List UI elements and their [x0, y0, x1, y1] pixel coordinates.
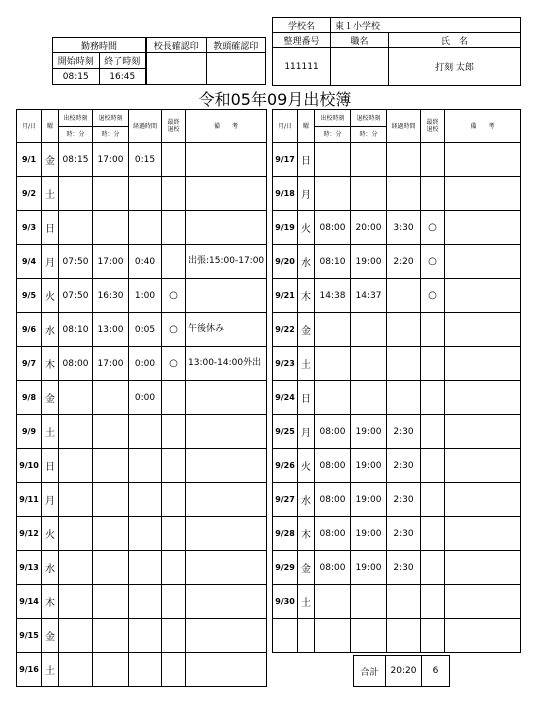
row-final-leave-mark	[162, 143, 186, 177]
row-date: 9/18	[273, 177, 298, 211]
row-weekday: 火	[298, 211, 315, 245]
col-weekday: 曜	[298, 110, 315, 143]
row-remarks	[186, 483, 267, 517]
row-elapsed: 0:15	[129, 143, 162, 177]
row-leave-time: 17:00	[93, 347, 129, 381]
row-date: 9/20	[273, 245, 298, 279]
row-leave-time	[93, 381, 129, 415]
row-arrive-time: 08:00	[315, 211, 351, 245]
row-date: 9/26	[273, 449, 298, 483]
row-leave-time	[351, 143, 387, 177]
row-weekday: 火	[298, 449, 315, 483]
row-elapsed	[129, 211, 162, 245]
row-date: 9/29	[273, 551, 298, 585]
row-final-leave-mark: ○	[162, 313, 186, 347]
row-remarks	[186, 143, 267, 177]
col-arrive-unit: 時：分	[315, 127, 351, 143]
row-elapsed	[387, 347, 421, 381]
row-arrive-time	[59, 483, 93, 517]
row-date: 9/28	[273, 517, 298, 551]
row-elapsed: 3:30	[387, 211, 421, 245]
row-arrive-time	[315, 313, 351, 347]
row-arrive-time	[59, 585, 93, 619]
row-date: 9/12	[17, 517, 42, 551]
row-arrive-time: 07:50	[59, 279, 93, 313]
row-weekday: 月	[298, 177, 315, 211]
id-label: 整理番号	[273, 33, 331, 48]
row-leave-time	[93, 585, 129, 619]
row-arrive-time: 14:38	[315, 279, 351, 313]
table-row	[273, 551, 521, 585]
principal-seal-box[interactable]	[147, 53, 207, 85]
col-date: 月/日	[273, 110, 298, 143]
school-info-table	[272, 17, 521, 86]
table-row	[17, 245, 267, 279]
name-label: 氏 名	[389, 33, 521, 48]
table-row	[17, 517, 267, 551]
row-remarks	[445, 381, 521, 415]
row-remarks	[445, 313, 521, 347]
col-leave-unit: 時：分	[93, 127, 129, 143]
row-final-leave-mark: ○	[162, 279, 186, 313]
totals-table	[353, 655, 450, 687]
row-date: 9/30	[273, 585, 298, 619]
row-remarks	[445, 415, 521, 449]
col-leave: 退校時刻	[351, 110, 387, 127]
row-leave-time: 19:00	[351, 245, 387, 279]
col-remarks: 備 考	[186, 110, 267, 143]
table-row	[273, 143, 521, 177]
row-elapsed: 0:00	[129, 347, 162, 381]
row-leave-time: 19:00	[351, 415, 387, 449]
row-weekday: 水	[298, 483, 315, 517]
row-weekday: 金	[42, 381, 59, 415]
col-arrive: 出校時刻	[59, 110, 93, 127]
row-remarks	[445, 245, 521, 279]
row-date: 9/16	[17, 653, 42, 687]
row-remarks: 午後休み	[186, 313, 267, 347]
page-title: 令和05年09月出校簿	[198, 90, 352, 109]
row-elapsed	[129, 415, 162, 449]
table-row	[17, 279, 267, 313]
row-date: 9/11	[17, 483, 42, 517]
row-elapsed	[387, 279, 421, 313]
row-leave-time: 17:00	[93, 245, 129, 279]
table-row	[17, 381, 267, 415]
work-hours-table	[52, 37, 146, 85]
row-elapsed	[129, 517, 162, 551]
col-arrive-unit: 時：分	[59, 127, 93, 143]
row-arrive-time	[59, 517, 93, 551]
row-elapsed	[387, 585, 421, 619]
table-row	[273, 279, 521, 313]
col-elapsed: 経過時間	[387, 110, 421, 143]
row-leave-time: 19:00	[351, 517, 387, 551]
row-leave-time	[93, 653, 129, 687]
row-remarks	[186, 381, 267, 415]
row-date: 9/24	[273, 381, 298, 415]
row-leave-time	[93, 449, 129, 483]
row-arrive-time	[59, 415, 93, 449]
row-remarks	[186, 211, 267, 245]
row-arrive-time	[59, 653, 93, 687]
totals-count: 6	[422, 656, 450, 687]
row-weekday: 木	[298, 517, 315, 551]
row-remarks	[445, 585, 521, 619]
table-row	[17, 551, 267, 585]
row-elapsed: 2:30	[387, 517, 421, 551]
attendance-table-left	[16, 109, 267, 687]
table-row	[273, 245, 521, 279]
row-arrive-time	[315, 347, 351, 381]
row-final-leave-mark	[162, 245, 186, 279]
col-leave-unit: 時：分	[351, 127, 387, 143]
col-weekday: 曜	[42, 110, 59, 143]
row-leave-time: 16:30	[93, 279, 129, 313]
row-remarks	[186, 653, 267, 687]
row-arrive-time	[59, 177, 93, 211]
row-final-leave-mark	[162, 415, 186, 449]
row-weekday: 日	[42, 211, 59, 245]
row-date: 9/3	[17, 211, 42, 245]
row-weekday: 木	[42, 347, 59, 381]
row-weekday: 土	[298, 347, 315, 381]
position-label: 職名	[331, 33, 389, 48]
row-date: 9/5	[17, 279, 42, 313]
row-leave-time	[93, 483, 129, 517]
row-date: 9/8	[17, 381, 42, 415]
col-date: 月/日	[17, 110, 42, 143]
row-elapsed	[129, 551, 162, 585]
row-elapsed: 2:30	[387, 449, 421, 483]
row-remarks	[186, 415, 267, 449]
row-date: 9/19	[273, 211, 298, 245]
row-weekday: 火	[42, 517, 59, 551]
row-elapsed	[387, 177, 421, 211]
row-elapsed	[129, 177, 162, 211]
principal-seal-label: 校長確認印	[147, 38, 207, 53]
row-elapsed	[129, 585, 162, 619]
row-arrive-time: 08:00	[315, 517, 351, 551]
row-remarks	[445, 483, 521, 517]
row-leave-time	[351, 585, 387, 619]
row-remarks	[445, 619, 521, 653]
table-row	[17, 483, 267, 517]
row-weekday: 金	[298, 551, 315, 585]
row-final-leave-mark	[421, 449, 445, 483]
row-elapsed	[387, 619, 421, 653]
table-row	[17, 619, 267, 653]
row-leave-time	[351, 177, 387, 211]
row-final-leave-mark: ○	[421, 211, 445, 245]
row-arrive-time: 08:00	[59, 347, 93, 381]
table-row	[273, 619, 521, 653]
table-row	[273, 177, 521, 211]
row-weekday: 金	[42, 143, 59, 177]
row-date: 9/10	[17, 449, 42, 483]
row-remarks	[445, 517, 521, 551]
row-elapsed: 2:30	[387, 415, 421, 449]
row-leave-time: 19:00	[351, 449, 387, 483]
row-arrive-time: 08:10	[59, 313, 93, 347]
row-arrive-time	[315, 585, 351, 619]
row-date: 9/4	[17, 245, 42, 279]
row-elapsed	[129, 483, 162, 517]
col-arrive: 出校時刻	[315, 110, 351, 127]
row-weekday: 水	[42, 551, 59, 585]
row-weekday: 日	[298, 143, 315, 177]
row-final-leave-mark	[421, 483, 445, 517]
row-date	[273, 619, 298, 653]
table-row	[273, 313, 521, 347]
totals-label: 合計	[354, 656, 386, 687]
row-final-leave-mark	[162, 551, 186, 585]
col-final-leave: 最終 退校	[421, 110, 445, 143]
table-row	[273, 381, 521, 415]
row-date: 9/23	[273, 347, 298, 381]
row-leave-time	[351, 313, 387, 347]
row-final-leave-mark	[162, 585, 186, 619]
table-row	[273, 483, 521, 517]
row-final-leave-mark	[421, 381, 445, 415]
row-elapsed: 2:30	[387, 483, 421, 517]
head-seal-label: 教頭確認印	[206, 38, 266, 53]
row-arrive-time	[315, 143, 351, 177]
row-arrive-time: 08:00	[315, 483, 351, 517]
row-final-leave-mark	[162, 517, 186, 551]
row-leave-time	[93, 551, 129, 585]
table-row	[273, 585, 521, 619]
table-row	[17, 347, 267, 381]
row-arrive-time: 08:00	[315, 449, 351, 483]
row-elapsed: 0:05	[129, 313, 162, 347]
row-final-leave-mark	[162, 653, 186, 687]
row-final-leave-mark	[162, 211, 186, 245]
col-final-leave: 最終 退校	[162, 110, 186, 143]
row-leave-time	[351, 619, 387, 653]
col-remarks: 備 考	[445, 110, 521, 143]
row-elapsed: 0:00	[129, 381, 162, 415]
row-elapsed	[387, 143, 421, 177]
row-arrive-time: 08:00	[315, 551, 351, 585]
head-seal-box[interactable]	[206, 53, 266, 85]
row-leave-time	[93, 619, 129, 653]
row-remarks	[186, 585, 267, 619]
row-weekday: 日	[42, 449, 59, 483]
row-leave-time: 14:37	[351, 279, 387, 313]
row-final-leave-mark: ○	[421, 279, 445, 313]
row-final-leave-mark	[421, 415, 445, 449]
row-weekday: 月	[42, 245, 59, 279]
row-date: 9/1	[17, 143, 42, 177]
table-row	[17, 177, 267, 211]
row-date: 9/15	[17, 619, 42, 653]
row-arrive-time	[315, 619, 351, 653]
row-remarks	[445, 177, 521, 211]
row-weekday: 土	[42, 653, 59, 687]
row-arrive-time	[59, 449, 93, 483]
row-elapsed	[387, 313, 421, 347]
row-final-leave-mark	[162, 619, 186, 653]
row-arrive-time	[59, 619, 93, 653]
row-remarks	[445, 551, 521, 585]
row-date: 9/22	[273, 313, 298, 347]
row-arrive-time: 08:10	[315, 245, 351, 279]
row-remarks	[186, 619, 267, 653]
row-elapsed	[129, 653, 162, 687]
row-final-leave-mark	[421, 585, 445, 619]
row-weekday: 月	[42, 483, 59, 517]
id-value: 111111	[273, 48, 331, 86]
row-elapsed: 2:20	[387, 245, 421, 279]
row-final-leave-mark: ○	[421, 245, 445, 279]
row-final-leave-mark	[421, 551, 445, 585]
row-remarks	[445, 347, 521, 381]
row-date: 9/9	[17, 415, 42, 449]
name-value: 打刻 太郎	[389, 48, 521, 86]
attendance-table-right	[272, 109, 521, 653]
row-remarks	[186, 449, 267, 483]
table-row	[17, 653, 267, 687]
row-weekday: 木	[298, 279, 315, 313]
row-weekday: 月	[298, 415, 315, 449]
row-leave-time: 19:00	[351, 551, 387, 585]
position-value	[331, 48, 389, 86]
row-arrive-time	[59, 381, 93, 415]
table-row	[273, 517, 521, 551]
row-remarks	[445, 211, 521, 245]
start-time-label: 開始時刻	[53, 53, 100, 69]
row-remarks	[186, 177, 267, 211]
row-date: 9/14	[17, 585, 42, 619]
school-label: 学校名	[273, 18, 331, 33]
row-remarks	[186, 279, 267, 313]
row-arrive-time	[315, 381, 351, 415]
row-arrive-time	[59, 211, 93, 245]
row-leave-time	[93, 177, 129, 211]
row-weekday: 水	[298, 245, 315, 279]
row-remarks	[186, 517, 267, 551]
row-final-leave-mark	[162, 381, 186, 415]
row-final-leave-mark	[162, 449, 186, 483]
row-weekday: 木	[42, 585, 59, 619]
row-weekday: 金	[298, 313, 315, 347]
row-final-leave-mark	[421, 347, 445, 381]
row-date: 9/17	[273, 143, 298, 177]
row-weekday: 土	[298, 585, 315, 619]
row-final-leave-mark	[421, 177, 445, 211]
row-remarks: 出張:15:00-17:00	[186, 245, 267, 279]
row-weekday: 土	[42, 177, 59, 211]
row-arrive-time	[59, 551, 93, 585]
row-final-leave-mark: ○	[162, 347, 186, 381]
row-date: 9/2	[17, 177, 42, 211]
row-leave-time: 13:00	[93, 313, 129, 347]
row-remarks	[445, 143, 521, 177]
row-date: 9/7	[17, 347, 42, 381]
totals-elapsed: 20:20	[386, 656, 422, 687]
row-date: 9/27	[273, 483, 298, 517]
table-row	[17, 143, 267, 177]
row-weekday	[298, 619, 315, 653]
row-elapsed: 1:00	[129, 279, 162, 313]
col-elapsed: 経過時間	[129, 110, 162, 143]
row-date: 9/13	[17, 551, 42, 585]
row-weekday: 日	[298, 381, 315, 415]
school-name: 東１小学校	[331, 18, 521, 33]
table-row	[273, 347, 521, 381]
row-remarks: 13:00-14:00外出	[186, 347, 267, 381]
row-date: 9/21	[273, 279, 298, 313]
table-row	[273, 415, 521, 449]
table-row	[17, 211, 267, 245]
col-leave: 退校時刻	[93, 110, 129, 127]
row-leave-time	[351, 381, 387, 415]
row-weekday: 火	[42, 279, 59, 313]
work-hours-header: 勤務時間	[53, 38, 146, 53]
row-elapsed	[387, 381, 421, 415]
row-remarks	[445, 279, 521, 313]
row-arrive-time	[315, 177, 351, 211]
row-leave-time: 19:00	[351, 483, 387, 517]
row-final-leave-mark	[421, 517, 445, 551]
row-leave-time: 17:00	[93, 143, 129, 177]
row-weekday: 水	[42, 313, 59, 347]
table-row	[17, 449, 267, 483]
row-weekday: 金	[42, 619, 59, 653]
row-remarks	[445, 449, 521, 483]
table-row	[273, 211, 521, 245]
row-final-leave-mark	[421, 313, 445, 347]
row-leave-time	[93, 211, 129, 245]
row-date: 9/6	[17, 313, 42, 347]
table-row	[17, 585, 267, 619]
row-elapsed	[129, 449, 162, 483]
row-arrive-time: 08:00	[315, 415, 351, 449]
end-time-label: 終了時刻	[99, 53, 146, 69]
row-elapsed: 0:40	[129, 245, 162, 279]
row-leave-time: 20:00	[351, 211, 387, 245]
table-row	[17, 313, 267, 347]
row-arrive-time: 07:50	[59, 245, 93, 279]
row-leave-time	[93, 415, 129, 449]
start-time-value: 08:15	[53, 69, 100, 85]
row-leave-time	[351, 347, 387, 381]
row-leave-time	[93, 517, 129, 551]
row-arrive-time: 08:15	[59, 143, 93, 177]
table-row	[273, 449, 521, 483]
row-final-leave-mark	[162, 177, 186, 211]
row-final-leave-mark	[421, 619, 445, 653]
row-final-leave-mark	[162, 483, 186, 517]
table-row	[17, 415, 267, 449]
row-weekday: 土	[42, 415, 59, 449]
row-remarks	[186, 551, 267, 585]
row-elapsed: 2:30	[387, 551, 421, 585]
row-date: 9/25	[273, 415, 298, 449]
row-elapsed	[129, 619, 162, 653]
seal-table	[146, 37, 266, 85]
row-final-leave-mark	[421, 143, 445, 177]
end-time-value: 16:45	[99, 69, 146, 85]
